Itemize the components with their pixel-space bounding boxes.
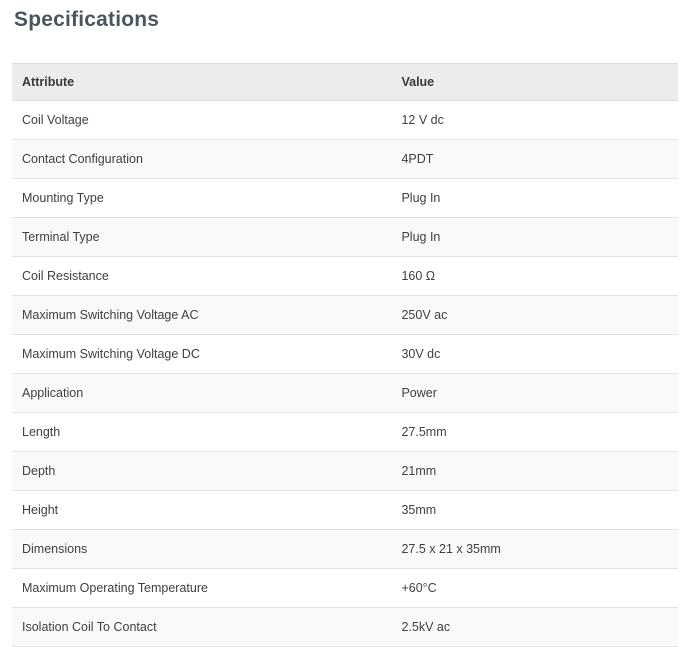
table-row xyxy=(12,101,678,140)
cell-attribute: Maximum Operating Temperature xyxy=(12,569,391,608)
cell-value: 21mm xyxy=(391,452,678,491)
table-row xyxy=(12,569,678,608)
cell-attribute: Maximum Switching Voltage DC xyxy=(12,335,391,374)
cell-attribute: Dimensions xyxy=(12,530,391,569)
cell-value: 250V ac xyxy=(391,296,678,335)
cell-attribute: Isolation Coil To Contact xyxy=(12,608,391,647)
table-row xyxy=(12,140,678,179)
cell-attribute: Application xyxy=(12,374,391,413)
column-header-attribute: Attribute xyxy=(12,64,391,101)
cell-value: 35mm xyxy=(391,491,678,530)
column-header-value: Value xyxy=(391,64,678,101)
cell-attribute: Contact Configuration xyxy=(12,140,391,179)
table-row xyxy=(12,179,678,218)
cell-value: 27.5 x 21 x 35mm xyxy=(391,530,678,569)
cell-attribute: Mounting Type xyxy=(12,179,391,218)
cell-value: 30V dc xyxy=(391,335,678,374)
specifications-page xyxy=(0,6,690,647)
cell-attribute: Length xyxy=(12,413,391,452)
table-row xyxy=(12,335,678,374)
specifications-table xyxy=(12,63,678,647)
table-row xyxy=(12,530,678,569)
table-row xyxy=(12,296,678,335)
table-body xyxy=(12,101,678,647)
cell-value: Power xyxy=(391,374,678,413)
cell-attribute: Depth xyxy=(12,452,391,491)
cell-attribute: Terminal Type xyxy=(12,218,391,257)
table-header-row xyxy=(12,64,678,101)
specifications-table-container xyxy=(12,63,678,647)
cell-attribute: Coil Voltage xyxy=(12,101,391,140)
cell-value: 4PDT xyxy=(391,140,678,179)
table-row xyxy=(12,491,678,530)
table-header xyxy=(12,64,678,101)
cell-attribute: Maximum Switching Voltage AC xyxy=(12,296,391,335)
cell-value: 2.5kV ac xyxy=(391,608,678,647)
cell-attribute: Height xyxy=(12,491,391,530)
cell-value: 160 Ω xyxy=(391,257,678,296)
cell-value: +60°C xyxy=(391,569,678,608)
cell-attribute: Coil Resistance xyxy=(12,257,391,296)
page-title: Specifications xyxy=(14,8,160,31)
table-row xyxy=(12,218,678,257)
cell-value: Plug In xyxy=(391,179,678,218)
table-row xyxy=(12,413,678,452)
cell-value: 12 V dc xyxy=(391,101,678,140)
cell-value: Plug In xyxy=(391,218,678,257)
table-row xyxy=(12,374,678,413)
table-row xyxy=(12,608,678,647)
cell-value: 27.5mm xyxy=(391,413,678,452)
table-row xyxy=(12,452,678,491)
table-row xyxy=(12,257,678,296)
